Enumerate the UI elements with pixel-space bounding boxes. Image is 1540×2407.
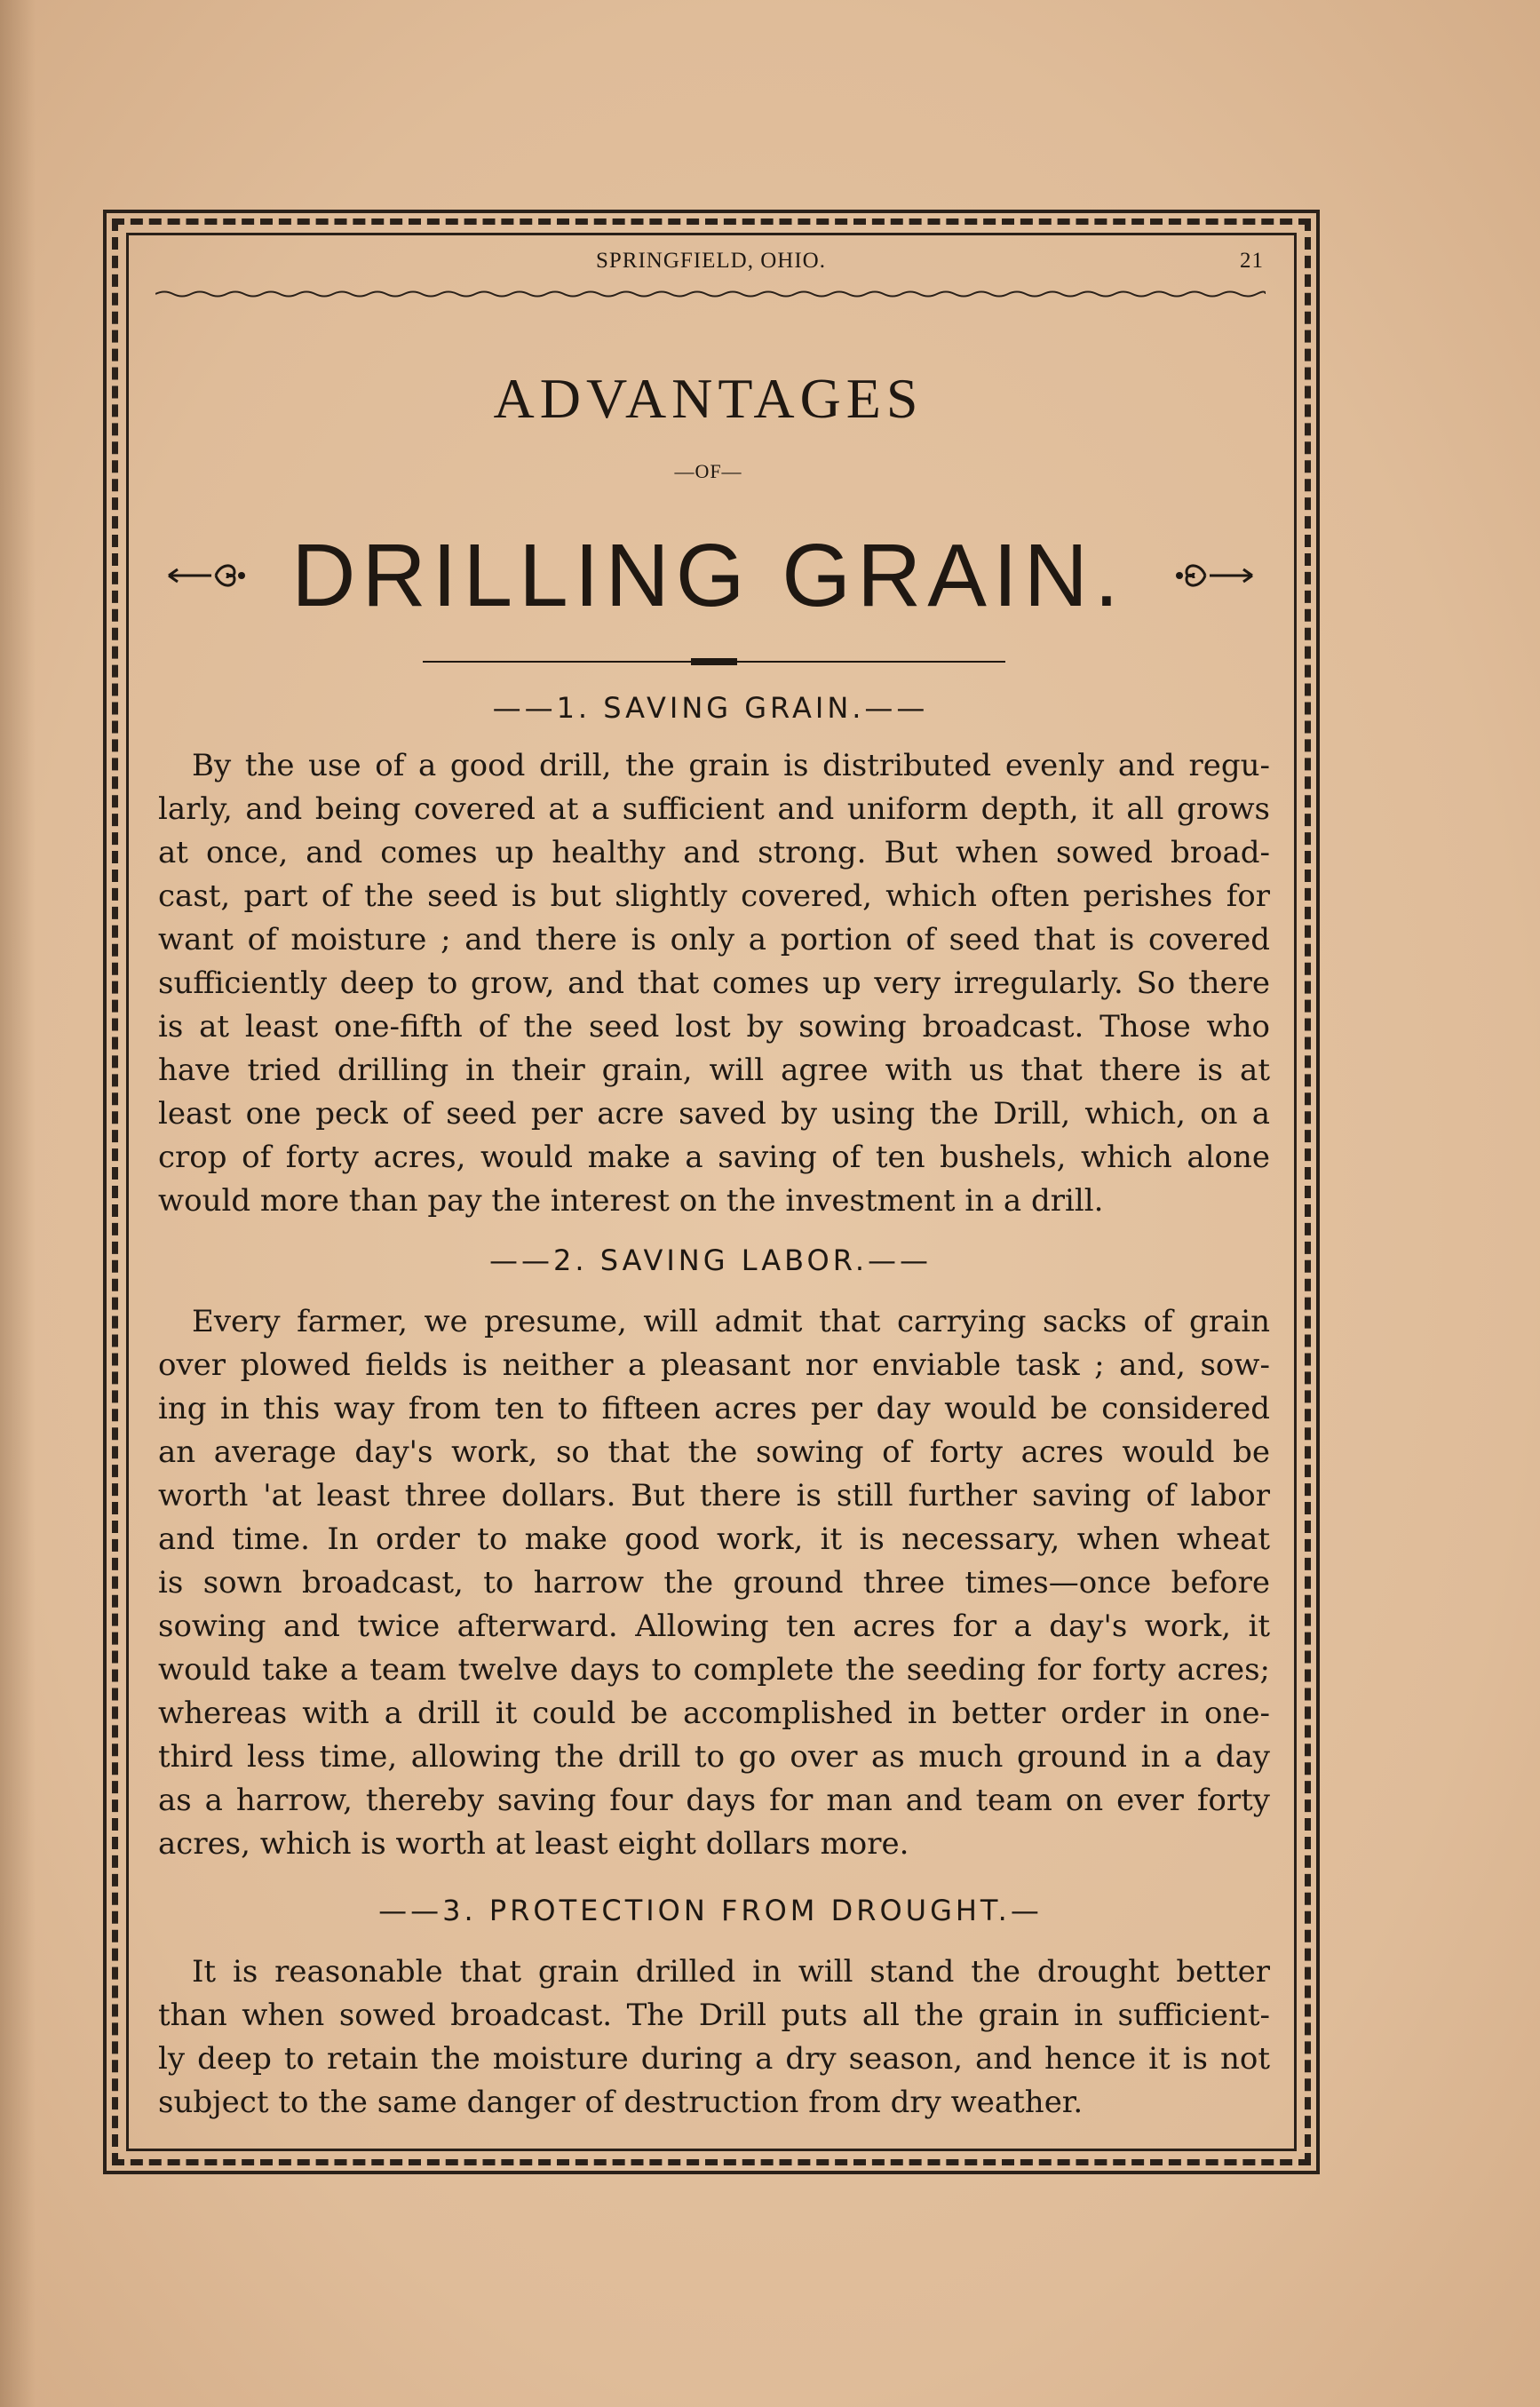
text-line: as a harrow, thereby saving four days for man and team on ever forty xyxy=(158,1783,1270,1818)
text-line: acres, which is worth at least eight dollars more. xyxy=(158,1826,909,1862)
header-wavy-rule xyxy=(155,288,1266,300)
text-line: larly, and being covered at a sufficient and uniform depth, it all grows xyxy=(158,791,1270,827)
text-line: cast, part of the seed is but slightly covered, which often perishes for xyxy=(158,878,1270,914)
title-of: —OF— xyxy=(674,460,742,482)
text-line: is sown broadcast, to harrow the ground three times—once before xyxy=(158,1565,1270,1601)
text-line: crop of forty acres, would make a saving of ten bushels, which alone xyxy=(158,1140,1270,1175)
text-line: worth 'at least three dollars. But there is still further saving of labor xyxy=(158,1478,1270,1513)
text-line: Every farmer, we presume, will admit that carrying sacks of grain xyxy=(192,1304,1270,1339)
page-edge-shadow xyxy=(0,0,36,2407)
title-rule xyxy=(423,655,1005,668)
text-line: ly deep to retain the moisture during a dry season, and hence it is not xyxy=(158,2041,1270,2077)
fleuron-right-icon xyxy=(1174,558,1254,593)
title-drilling-grain: DRILLING GRAIN. xyxy=(291,526,1125,625)
section-heading-saving-grain: ——1. SAVING GRAIN.—— xyxy=(492,691,929,725)
page-number: 21 xyxy=(1240,249,1264,273)
section-body-saving-grain xyxy=(158,744,1270,1223)
text-line: It is reasonable that grain drilled in will stand the drought better xyxy=(192,1954,1270,1990)
text-line: sowing and twice afterward. Allowing ten acres for a day's work, it xyxy=(158,1609,1270,1644)
text-line: By the use of a good drill, the grain is distributed evenly and regu- xyxy=(192,748,1270,783)
text-line: would more than pay the interest on the investment in a drill. xyxy=(158,1183,1104,1219)
text-line: third less time, allowing the drill to go over as much ground in a day xyxy=(158,1739,1270,1775)
text-line: want of moisture ; and there is only a portion of seed that is covered xyxy=(158,922,1270,957)
title-advantages: ADVANTAGES xyxy=(493,367,924,430)
text-line: sufficiently deep to grow, and that comes up very irregularly. So there xyxy=(158,965,1270,1001)
text-line: ing in this way from ten to fifteen acres per day would be considered xyxy=(158,1391,1270,1426)
section-body-protection-from-drought xyxy=(158,1950,1270,2125)
text-line: least one peck of seed per acre saved by using the Drill, which, on a xyxy=(158,1096,1270,1132)
text-line: an average day's work, so that the sowing of forty acres would be xyxy=(158,1434,1270,1470)
section-body-saving-labor xyxy=(158,1300,1270,1866)
text-line: over plowed fields is neither a pleasant nor enviable task ; and, sow- xyxy=(158,1347,1270,1383)
section-heading-saving-labor: ——2. SAVING LABOR.—— xyxy=(489,1243,932,1277)
running-head-place: SPRINGFIELD, OHIO. xyxy=(596,249,826,273)
text-line: whereas with a drill it could be accomplished in better order in one- xyxy=(158,1696,1270,1731)
section-heading-protection-from-drought: ——3. PROTECTION FROM DROUGHT.— xyxy=(378,1894,1043,1927)
text-line: have tried drilling in their grain, will agree with us that there is at xyxy=(158,1053,1270,1088)
running-head xyxy=(158,249,1264,284)
text-line: would take a team twelve days to complete the seeding for forty acres; xyxy=(158,1652,1270,1688)
text-line: and time. In order to make good work, it is necessary, when wheat xyxy=(158,1521,1270,1557)
text-line: subject to the same danger of destruction from dry weather. xyxy=(158,2085,1084,2120)
text-line: than when sowed broadcast. The Drill puts all the grain in sufficient- xyxy=(158,1998,1270,2033)
text-line: is at least one-fifth of the seed lost by sowing broadcast. Those who xyxy=(158,1009,1270,1045)
text-line: at once, and comes up healthy and strong. But when sowed broad- xyxy=(158,835,1270,870)
